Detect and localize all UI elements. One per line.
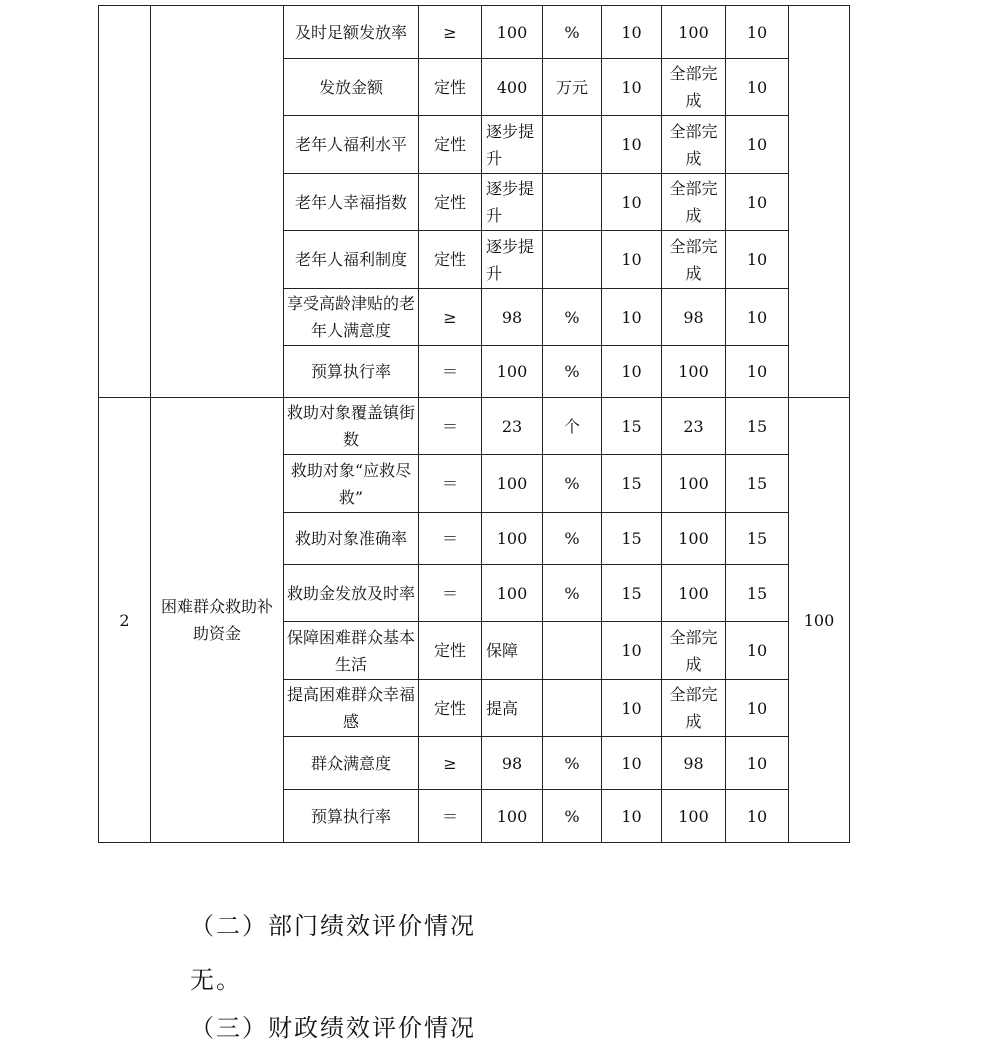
indicator-cell: 群众满意度: [284, 737, 419, 790]
target-cell: 100: [482, 513, 543, 565]
op-cell: ＝: [419, 455, 482, 513]
op-cell: 定性: [419, 231, 482, 289]
unit-cell: [543, 116, 602, 174]
unit-cell: %: [543, 455, 602, 513]
unit-cell: [543, 231, 602, 289]
op-cell: 定性: [419, 116, 482, 174]
project-name-cell: 困难群众救助补助资金: [151, 398, 284, 843]
actual-cell: 23: [662, 398, 726, 455]
dept-evaluation-text: 无。: [190, 966, 242, 994]
actual-cell: 全部完成: [662, 231, 726, 289]
weight-cell: 10: [602, 790, 662, 843]
target-cell: 98: [482, 737, 543, 790]
score-cell: 10: [726, 737, 789, 790]
indicator-cell: 预算执行率: [284, 346, 419, 398]
target-cell: 保障: [482, 622, 543, 680]
score-cell: 15: [726, 565, 789, 622]
weight-cell: 15: [602, 565, 662, 622]
unit-cell: 个: [543, 398, 602, 455]
score-cell: 15: [726, 513, 789, 565]
weight-cell: 10: [602, 231, 662, 289]
indicator-cell: 救助金发放及时率: [284, 565, 419, 622]
target-cell: 98: [482, 289, 543, 346]
target-cell: 100: [482, 790, 543, 843]
weight-cell: 10: [602, 680, 662, 737]
target-cell: 提高: [482, 680, 543, 737]
weight-cell: 10: [602, 6, 662, 59]
group1-body: [99, 6, 911, 398]
indicator-cell: 保障困难群众基本生活: [284, 622, 419, 680]
unit-cell: %: [543, 565, 602, 622]
indicator-cell: 及时足额发放率: [284, 6, 419, 59]
weight-cell: 10: [602, 289, 662, 346]
unit-cell: %: [543, 513, 602, 565]
unit-cell: %: [543, 737, 602, 790]
group2-body: [99, 398, 911, 843]
indicator-cell: 发放金额: [284, 59, 419, 116]
score-cell: 10: [726, 6, 789, 59]
indicator-cell: 老年人幸福指数: [284, 174, 419, 231]
score-cell: 10: [726, 59, 789, 116]
op-cell: 定性: [419, 174, 482, 231]
unit-cell: [543, 680, 602, 737]
unit-cell: %: [543, 289, 602, 346]
op-cell: ＝: [419, 513, 482, 565]
score-cell: 10: [726, 346, 789, 398]
unit-cell: %: [543, 790, 602, 843]
unit-cell: [543, 622, 602, 680]
project-name-cell: [151, 6, 284, 398]
indicator-cell: 救助对象“应救尽救”: [284, 455, 419, 513]
dept-evaluation-heading: （二）部门绩效评价情况: [190, 912, 476, 940]
op-cell: 定性: [419, 622, 482, 680]
unit-cell: %: [543, 6, 602, 59]
unit-cell: [543, 174, 602, 231]
total-score-cell: [789, 6, 850, 398]
unit-cell: 万元: [543, 59, 602, 116]
score-cell: 10: [726, 174, 789, 231]
weight-cell: 15: [602, 455, 662, 513]
indicator-cell: 提高困难群众幸福感: [284, 680, 419, 737]
actual-cell: 98: [662, 737, 726, 790]
indicator-cell: 救助对象准确率: [284, 513, 419, 565]
weight-cell: 10: [602, 116, 662, 174]
finance-evaluation-heading: （三）财政绩效评价情况: [190, 1014, 476, 1042]
target-cell: 400: [482, 59, 543, 116]
target-cell: 逐步提升: [482, 231, 543, 289]
score-cell: 10: [726, 116, 789, 174]
row-number-cell: [99, 6, 151, 398]
score-cell: 10: [726, 622, 789, 680]
table-row: [99, 398, 911, 455]
indicator-cell: 老年人福利制度: [284, 231, 419, 289]
table-row: [99, 6, 911, 59]
op-cell: ≥: [419, 737, 482, 790]
indicator-cell: 救助对象覆盖镇街数: [284, 398, 419, 455]
actual-cell: 全部完成: [662, 680, 726, 737]
weight-cell: 10: [602, 622, 662, 680]
score-cell: 15: [726, 455, 789, 513]
actual-cell: 100: [662, 6, 726, 59]
actual-cell: 100: [662, 455, 726, 513]
weight-cell: 15: [602, 513, 662, 565]
target-cell: 100: [482, 346, 543, 398]
target-cell: 100: [482, 6, 543, 59]
op-cell: ≥: [419, 6, 482, 59]
weight-cell: 10: [602, 59, 662, 116]
target-cell: 逐步提升: [482, 116, 543, 174]
op-cell: ＝: [419, 790, 482, 843]
target-cell: 100: [482, 565, 543, 622]
row-number-cell: 2: [99, 398, 151, 843]
weight-cell: 10: [602, 174, 662, 231]
score-cell: 10: [726, 680, 789, 737]
target-cell: 逐步提升: [482, 174, 543, 231]
indicator-cell: 预算执行率: [284, 790, 419, 843]
score-cell: 15: [726, 398, 789, 455]
op-cell: 定性: [419, 59, 482, 116]
score-cell: 10: [726, 289, 789, 346]
weight-cell: 15: [602, 398, 662, 455]
unit-cell: %: [543, 346, 602, 398]
weight-cell: 10: [602, 346, 662, 398]
indicator-cell: 老年人福利水平: [284, 116, 419, 174]
total-score-cell: 100: [789, 398, 850, 843]
actual-cell: 全部完成: [662, 174, 726, 231]
indicator-cell: 享受高龄津贴的老年人满意度: [284, 289, 419, 346]
actual-cell: 100: [662, 565, 726, 622]
op-cell: ＝: [419, 565, 482, 622]
op-cell: ＝: [419, 346, 482, 398]
actual-cell: 全部完成: [662, 622, 726, 680]
performance-table: [98, 5, 911, 843]
actual-cell: 100: [662, 513, 726, 565]
weight-cell: 10: [602, 737, 662, 790]
target-cell: 23: [482, 398, 543, 455]
op-cell: ＝: [419, 398, 482, 455]
actual-cell: 100: [662, 790, 726, 843]
actual-cell: 全部完成: [662, 116, 726, 174]
op-cell: 定性: [419, 680, 482, 737]
score-cell: 10: [726, 790, 789, 843]
actual-cell: 98: [662, 289, 726, 346]
op-cell: ≥: [419, 289, 482, 346]
actual-cell: 100: [662, 346, 726, 398]
actual-cell: 全部完成: [662, 59, 726, 116]
score-cell: 10: [726, 231, 789, 289]
target-cell: 100: [482, 455, 543, 513]
